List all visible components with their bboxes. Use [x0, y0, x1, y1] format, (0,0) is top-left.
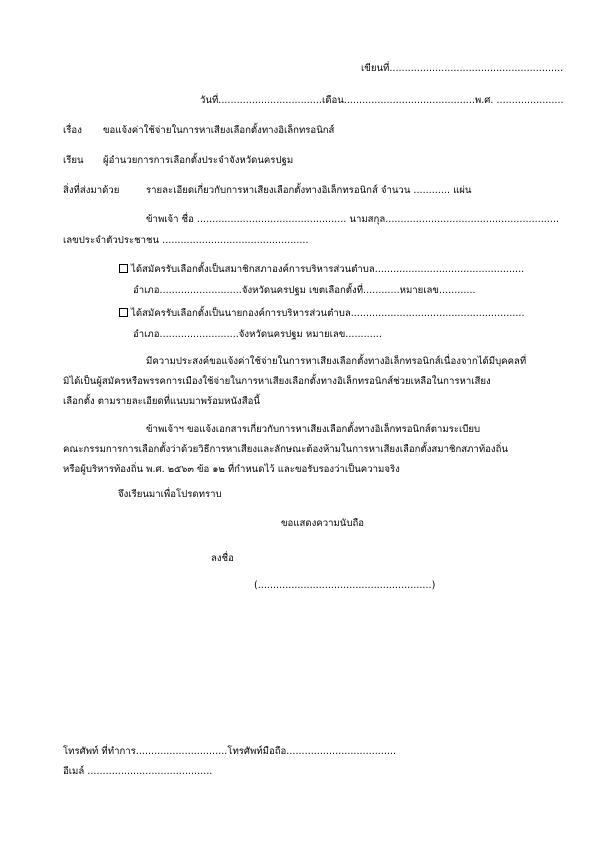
- paragraph1-line1: มีความประสงค์ขอแจ้งค่าใช้จ่ายในการหาเสียงเลือกตั้งทางอิเล็กทรอนิกส์เนื่องจากได้มีบุคคลที่: [146, 356, 527, 367]
- option-member-district-line: อำเภอ...........................จังหวัดนครปฐม เขตเลือกตั้งที่............หมายเลข............: [133, 285, 476, 296]
- regards-text: ขอแสดงความนับถือ: [281, 518, 365, 529]
- applicant-name-line: ข้าพเจ้า ชื่อ ................................................. นามสกุล.........................................................: [146, 214, 560, 225]
- option-member-text: ได้สมัครรับเลือกตั้งเป็นสมาชิกสภาองค์การบริหารส่วนตำบล.................................................: [131, 264, 525, 275]
- enclosure-label: สิ่งที่ส่งมาด้วย: [63, 185, 120, 196]
- option-mayor-district-line: อำเภอ..........................จังหวัดนครปฐม หมายเลข............: [133, 329, 382, 340]
- paragraph2-line3: หรือผู้บริหารท้องถิ่น พ.ศ. ๒๕๖๓ ข้อ ๑๒ ที่กำหนดไว้ และขอรับรองว่าเป็นความจริง: [63, 464, 400, 475]
- subject-text: ขอแจ้งค่าใช้จ่ายในการหาเสียงเลือกตั้งทางอิเล็กทรอนิกส์: [103, 125, 335, 136]
- paragraph2-line2: คณะกรรมการการเลือกตั้งว่าด้วยวิธีการหาเสียงและลักษณะต้องห้ามในการหาเสียงเลือกตั้งสมาชิกสภาท้องถิ่น: [63, 444, 508, 455]
- option-mayor-line: [119, 308, 525, 320]
- applicant-id-line: เลขประจำตัวประชาชน ................................................: [63, 235, 309, 246]
- option-mayor-text: ได้สมัครรับเลือกตั้งเป็นนายกองค์การบริหารส่วนตำบล.........................................................: [131, 308, 525, 319]
- paragraph2-line1: ข้าพเจ้าฯ ขอแจ้งเอกสารเกี่ยวกับการหาเสียงเลือกตั้งทางอิเล็กทรอนิกส์ตามระเบียบ: [146, 424, 481, 435]
- mayor-checkbox[interactable]: [119, 308, 128, 317]
- date-line: วันที่..................................เดือน...........................................พ.ศ. ......................: [200, 95, 564, 106]
- member-checkbox[interactable]: [119, 264, 128, 273]
- enclosure-text: รายละเอียดเกี่ยวกับการหาเสียงเลือกตั้งทางอิเล็กทรอนิกส์ จำนวน ............ แผ่น: [146, 185, 472, 196]
- subject-label: เรื่อง: [63, 125, 82, 136]
- email-line: อีเมล์ .........................................: [63, 766, 213, 777]
- written-at-line: เขียนที่.........................................................: [361, 63, 564, 74]
- recipient-label: เรียน: [63, 155, 84, 166]
- phone-line: โทรศัพท์ ที่ทำการ..............................โทรศัพท์มือถือ....................................: [63, 746, 397, 757]
- closing-line: จึงเรียนมาเพื่อโปรดทราบ: [118, 489, 222, 500]
- paragraph1-line2: มิได้เป็นผู้สมัครหรือพรรคการเมืองใช้จ่ายในการหาเสียงเลือกตั้งทางอิเล็กทรอนิกส์ช่วยเหลือในการหาเสียง: [63, 376, 491, 387]
- sign-label: ลงชื่อ: [211, 553, 234, 564]
- paragraph1-line3: เลือกตั้ง ตามรายละเอียดที่แนบมาพร้อมหนังสือนี้: [63, 396, 260, 407]
- signature-name-blank: (.........................................................): [254, 580, 436, 591]
- recipient-text: ผู้อำนวยการการเลือกตั้งประจำจังหวัดนครปฐม: [103, 155, 294, 166]
- option-member-line: [119, 264, 524, 276]
